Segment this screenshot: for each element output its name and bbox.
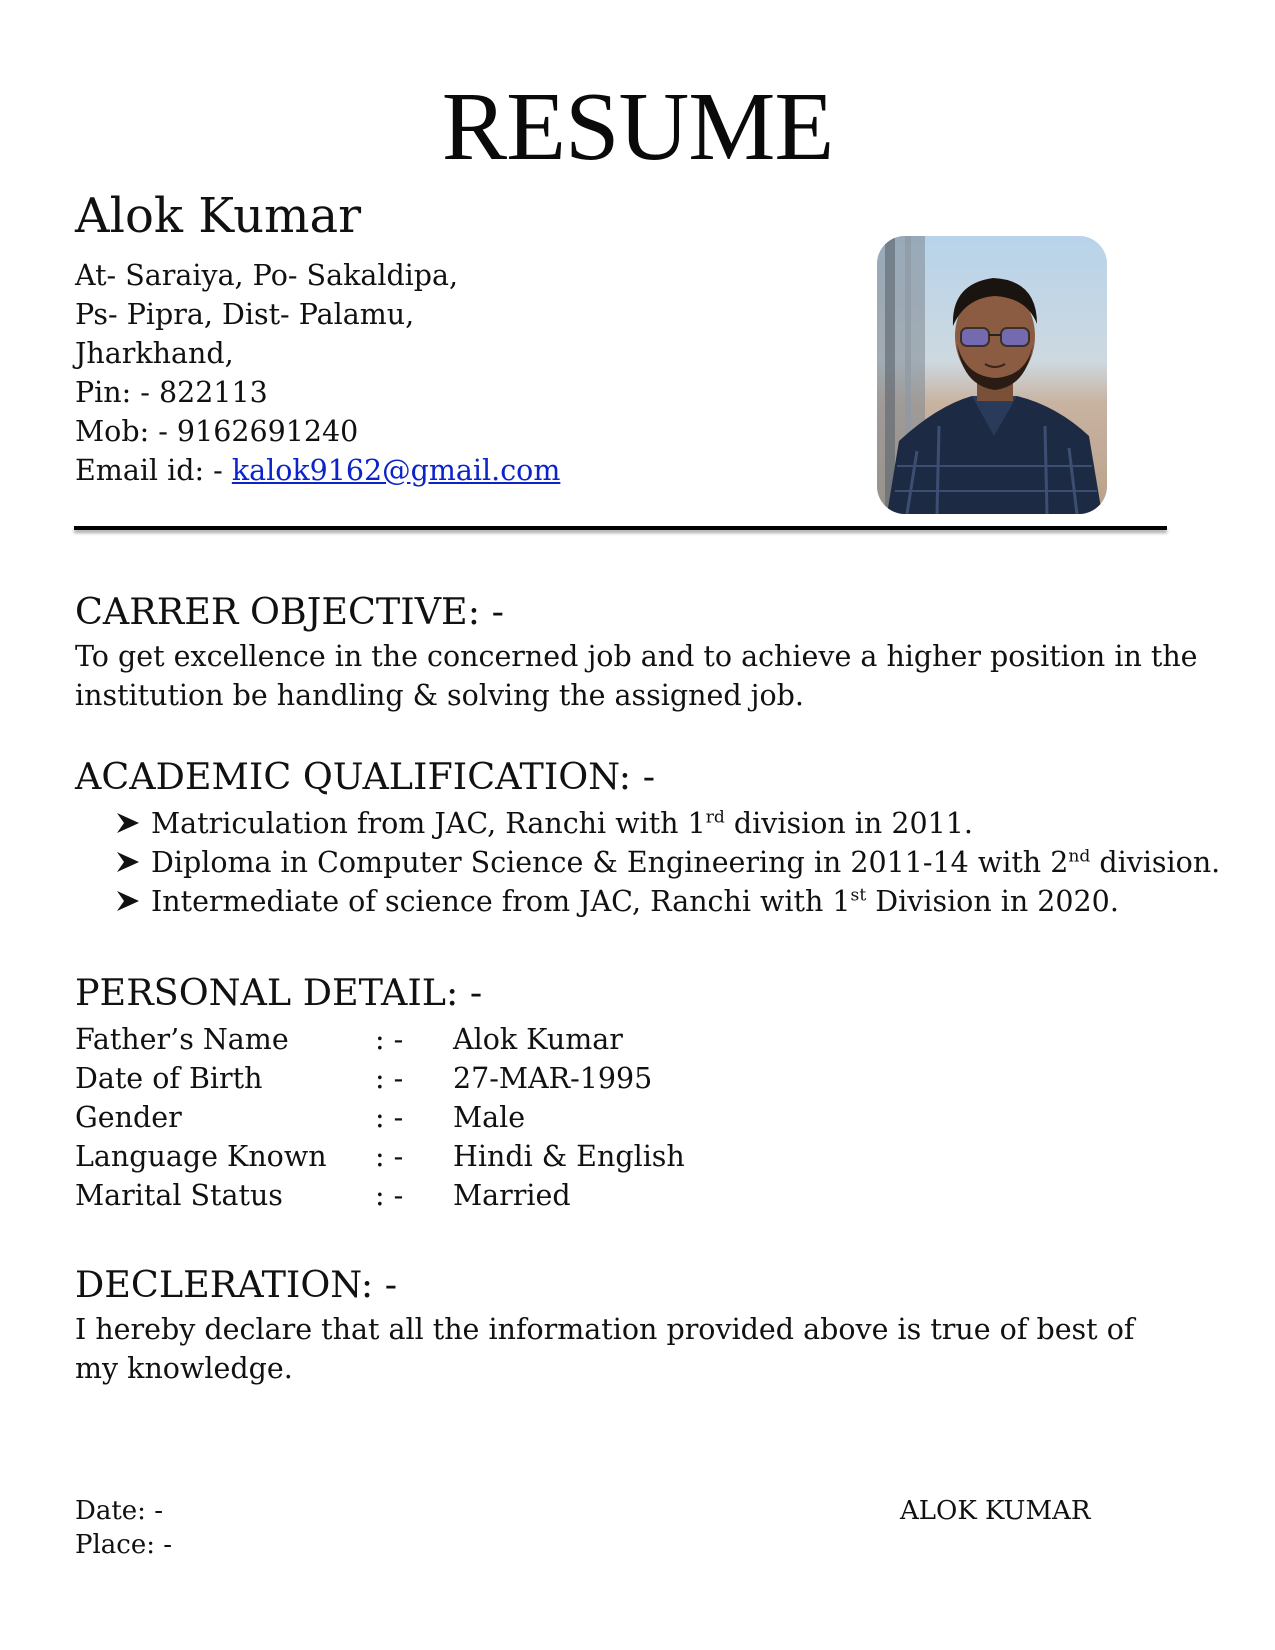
detail-row [75,1020,685,1059]
personal-heading: PERSONAL DETAIL: - [75,971,483,1014]
detail-row [75,1176,685,1215]
detail-value: Male [453,1101,526,1134]
academic-heading: ACADEMIC QUALIFICATION: - [75,755,656,798]
ordinal-suffix: st [850,885,867,906]
detail-separator: : - [375,1023,404,1056]
detail-value: 27-MAR-1995 [453,1062,653,1095]
detail-label: Marital Status [75,1179,283,1212]
signature-name: ALOK KUMAR [900,1496,1091,1526]
detail-separator: : - [375,1140,404,1173]
qualification-text: Division in 2020. [866,885,1119,918]
arrowhead-bullet-icon [115,850,141,874]
personal-details-table [75,1020,685,1215]
detail-label: Language Known [75,1140,327,1173]
qualification-text: Matriculation from JAC, Ranchi with 1 [151,807,706,840]
detail-separator: : - [375,1062,404,1095]
objective-heading: CARRER OBJECTIVE: - [75,590,504,633]
email-line [75,451,560,490]
address-line: Jharkhand, [75,337,234,370]
qualification-text: division. [1090,846,1221,879]
list-item [115,843,1220,882]
header-divider [74,526,1167,530]
arrowhead-bullet-icon [115,889,141,913]
mobile-number: Mob: - 9162691240 [75,415,359,448]
detail-label: Father’s Name [75,1023,289,1056]
address-line: Ps- Pipra, Dist- Palamu, [75,298,415,331]
contact-block [75,256,560,490]
page-title: RESUME [441,73,834,181]
detail-separator: : - [375,1179,404,1212]
qualification-text: Intermediate of science from JAC, Ranchi with 1 [151,885,851,918]
footer-place: Place: - [75,1530,173,1560]
ordinal-suffix: rd [705,807,725,828]
profile-photo [877,236,1107,514]
detail-value: Alok Kumar [453,1023,623,1056]
detail-label: Gender [75,1101,182,1134]
arrowhead-bullet-icon [115,811,141,835]
detail-label: Date of Birth [75,1062,263,1095]
detail-row [75,1059,685,1098]
email-link[interactable]: kalok9162@gmail.com [231,454,561,487]
list-item [115,804,1220,843]
email-label: Email id: - [75,454,232,487]
pin-code: Pin: - 822113 [75,376,268,409]
address-line: At- Saraiya, Po- Sakaldipa, [75,259,459,292]
declaration-text: I hereby declare that all the information provided above is true of best of my knowledge. [75,1313,1135,1385]
qualification-text: division in 2011. [724,807,973,840]
qualification-list [115,804,1220,921]
ordinal-suffix: nd [1068,846,1091,867]
qualification-text: Diploma in Computer Science & Engineering in 2011-14 with 2 [151,846,1069,879]
detail-row [75,1098,685,1137]
footer-date: Date: - [75,1496,163,1526]
detail-value: Married [453,1179,571,1212]
objective-text: To get excellence in the concerned job and to achieve a higher position in the institution be handling & solving the assigned job. [75,640,1198,712]
detail-row [75,1137,685,1176]
detail-value: Hindi & English [453,1140,685,1173]
portrait-illustration [877,236,1107,514]
declaration-heading: DECLERATION: - [75,1263,398,1306]
detail-separator: : - [375,1101,404,1134]
applicant-name: Alok Kumar [75,188,362,244]
list-item [115,882,1220,921]
